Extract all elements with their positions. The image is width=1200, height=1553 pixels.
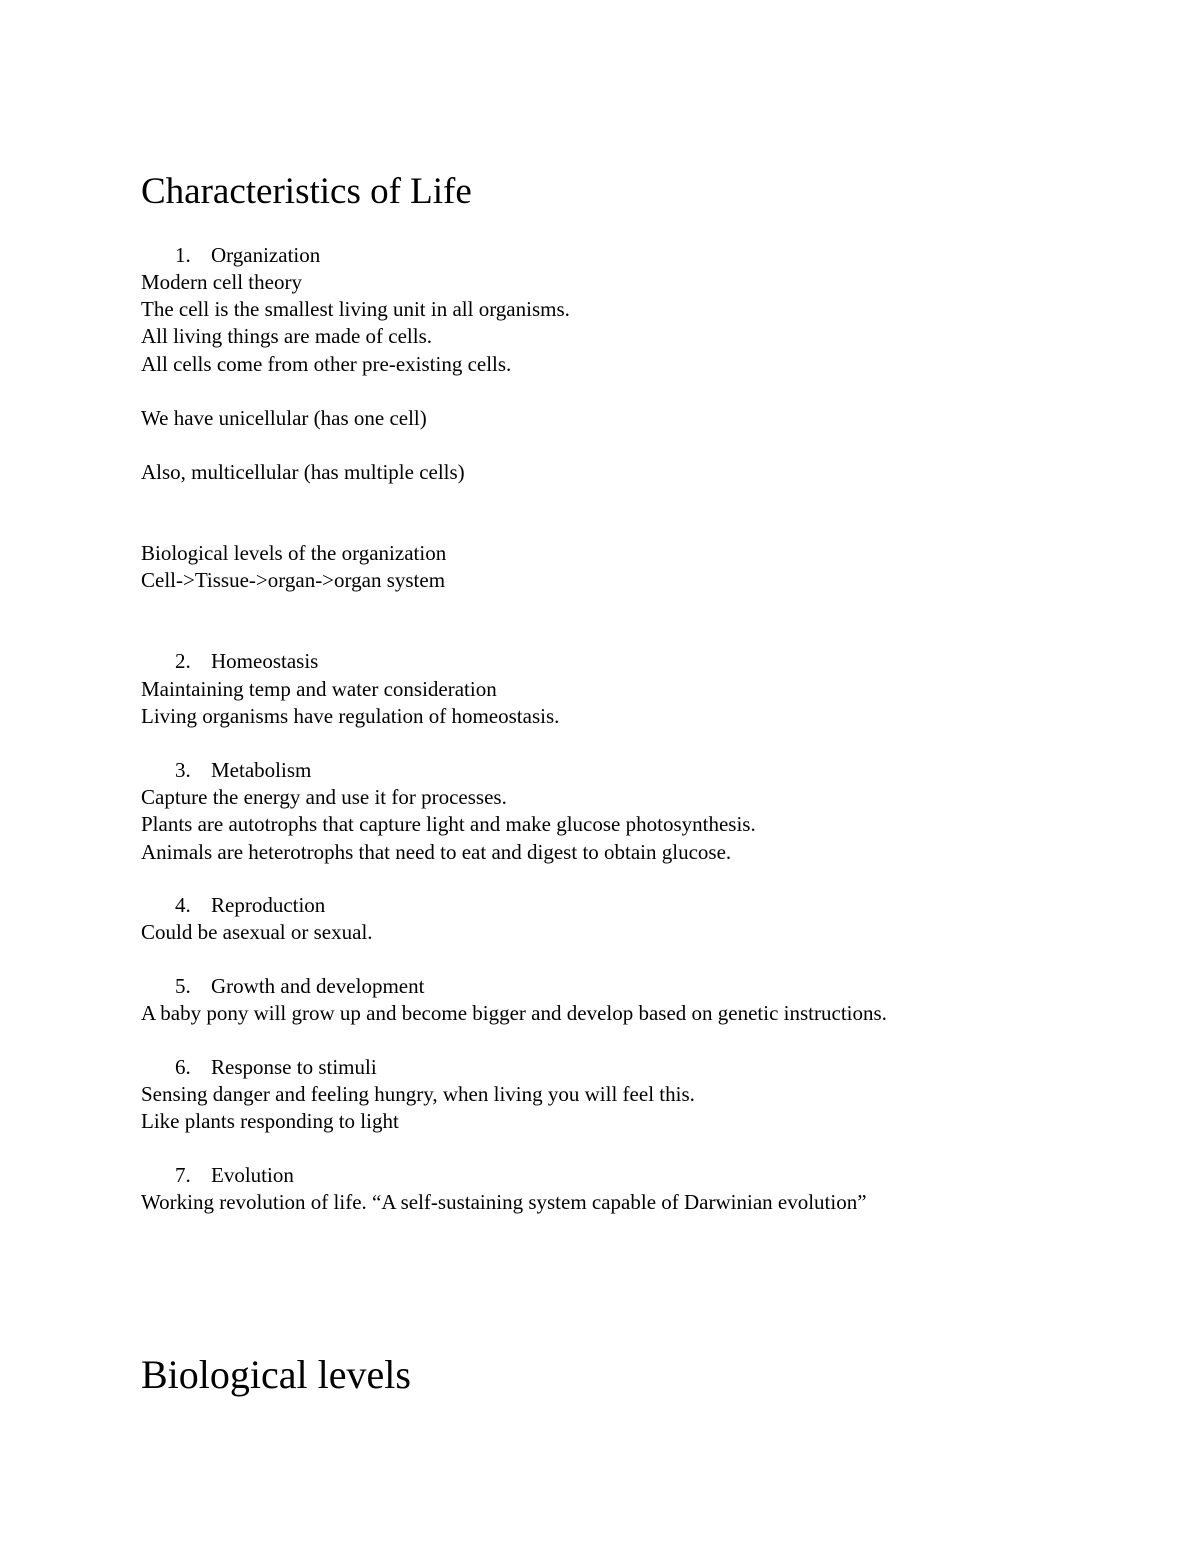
text-line: All cells come from other pre-existing cells. bbox=[141, 352, 512, 376]
text-line: A baby pony will grow up and become bigger and develop based on genetic instructions. bbox=[141, 1001, 887, 1025]
text-line: We have unicellular (has one cell) bbox=[141, 406, 427, 430]
text-line: Could be asexual or sexual. bbox=[141, 920, 373, 944]
text-line: Plants are autotrophs that capture light and make glucose photosynthesis. bbox=[141, 812, 756, 836]
list-item-title: Response to stimuli bbox=[211, 1055, 377, 1079]
list-item-number: 5. bbox=[175, 974, 191, 998]
list-item-number: 2. bbox=[175, 649, 191, 673]
list-item-title: Reproduction bbox=[211, 893, 326, 917]
text-line: All living things are made of cells. bbox=[141, 324, 433, 348]
list-item-title: Evolution bbox=[211, 1163, 294, 1187]
text-line: Living organisms have regulation of homeostasis. bbox=[141, 704, 560, 728]
page-title: Characteristics of Life bbox=[141, 171, 472, 212]
text-line: Working revolution of life. “A self-sustaining system capable of Darwinian evolution” bbox=[141, 1190, 867, 1214]
list-item-number: 3. bbox=[175, 758, 191, 782]
list-item-title: Organization bbox=[211, 243, 321, 267]
text-line: Also, multicellular (has multiple cells) bbox=[141, 460, 465, 484]
text-line: Capture the energy and use it for processes. bbox=[141, 785, 507, 809]
text-line: Modern cell theory bbox=[141, 270, 302, 294]
list-item-title: Metabolism bbox=[211, 758, 312, 782]
text-line: Animals are heterotrophs that need to eat and digest to obtain glucose. bbox=[141, 840, 732, 864]
text-line: The cell is the smallest living unit in all organisms. bbox=[141, 297, 570, 321]
text-line: Biological levels of the organization bbox=[141, 541, 447, 565]
section-heading: Biological levels bbox=[141, 1352, 411, 1397]
list-item-number: 7. bbox=[175, 1163, 191, 1187]
list-item-number: 1. bbox=[175, 243, 191, 267]
list-item-number: 6. bbox=[175, 1055, 191, 1079]
text-line: Like plants responding to light bbox=[141, 1109, 399, 1133]
text-line: Maintaining temp and water consideration bbox=[141, 677, 497, 701]
list-item-title: Homeostasis bbox=[211, 649, 319, 673]
text-line: Cell->Tissue->organ->organ system bbox=[141, 568, 446, 592]
text-line: Sensing danger and feeling hungry, when living you will feel this. bbox=[141, 1082, 695, 1106]
list-item-title: Growth and development bbox=[211, 974, 425, 998]
list-item-number: 4. bbox=[175, 893, 191, 917]
